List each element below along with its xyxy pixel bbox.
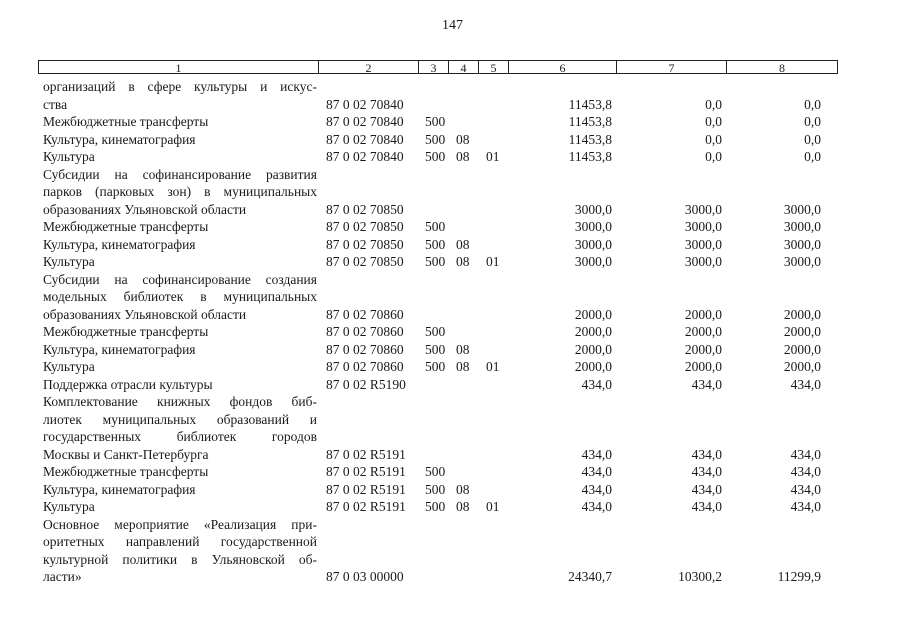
row-col-3: 500 xyxy=(425,341,446,357)
row-name-line: Межбюджетные трансферты xyxy=(43,219,209,234)
row-name-line: Субсидии на софинансирование создания xyxy=(43,271,317,287)
row-value-6: 434,0 xyxy=(581,464,612,479)
row-value-6: 2000,0 xyxy=(574,324,612,339)
row-col-4: 08 xyxy=(456,254,470,269)
row-value-8: 2000,0 xyxy=(783,306,821,322)
row-col-3: 500 xyxy=(425,359,446,374)
row-name xyxy=(43,463,317,481)
row-col-5: 01 xyxy=(486,254,500,269)
row-code: 87 0 02 R5191 xyxy=(326,481,406,497)
row-value-8: 0,0 xyxy=(804,114,821,129)
row-value-6: 3000,0 xyxy=(574,236,612,252)
row-name-line: Культура, кинематография xyxy=(43,131,196,147)
row-code: 87 0 02 70860 xyxy=(326,324,404,339)
row-value-7: 2000,0 xyxy=(684,324,722,339)
row-value-7: 0,0 xyxy=(705,96,722,112)
row-name xyxy=(43,516,317,586)
row-col-3: 500 xyxy=(425,114,446,129)
row-col-4: 08 xyxy=(456,359,470,374)
table-row xyxy=(0,271,905,324)
row-value-6: 24340,7 xyxy=(568,569,612,584)
row-col-4: 08 xyxy=(456,236,470,252)
row-col-3: 500 xyxy=(425,219,446,234)
row-value-6: 2000,0 xyxy=(574,359,612,374)
row-code: 87 0 02 70860 xyxy=(326,306,404,322)
row-value-7: 434,0 xyxy=(691,376,722,392)
row-value-8: 2000,0 xyxy=(783,324,821,339)
row-value-7: 434,0 xyxy=(691,499,722,514)
table-row xyxy=(0,236,905,254)
row-name-line: образованиях Ульяновской области xyxy=(43,306,247,322)
row-name-line: Межбюджетные трансферты xyxy=(43,114,209,129)
row-name xyxy=(43,358,317,376)
row-code: 87 0 02 R5191 xyxy=(326,499,406,514)
row-name-line: Культура, кинематография xyxy=(43,236,196,252)
row-name-line: Поддержка отрасли культуры xyxy=(43,376,213,392)
row-code: 87 0 02 70840 xyxy=(326,114,404,129)
table-row xyxy=(0,253,905,271)
row-value-7: 2000,0 xyxy=(684,306,722,322)
row-value-7: 0,0 xyxy=(705,114,722,129)
header-col-4: 4 xyxy=(448,60,478,74)
row-code: 87 0 02 70860 xyxy=(326,359,404,374)
row-code: 87 0 02 70850 xyxy=(326,201,404,217)
row-value-8: 3000,0 xyxy=(783,236,821,252)
row-name xyxy=(43,148,317,166)
row-value-8: 434,0 xyxy=(790,499,821,514)
row-name-line: лиотек муниципальных образований и xyxy=(43,411,317,427)
row-name-line: оритетных направлений государственной xyxy=(43,534,317,549)
row-value-6: 434,0 xyxy=(581,446,612,462)
row-name xyxy=(43,236,317,254)
row-name xyxy=(43,323,317,341)
row-name-line: ласти» xyxy=(43,569,82,584)
row-value-6: 434,0 xyxy=(581,481,612,497)
header-col-8: 8 xyxy=(726,60,838,74)
row-value-7: 10300,2 xyxy=(678,569,722,584)
table-row xyxy=(0,498,905,516)
row-name xyxy=(43,78,317,113)
row-name-line: Культура, кинематография xyxy=(43,481,196,497)
row-name xyxy=(43,131,317,149)
row-code: 87 0 02 70860 xyxy=(326,341,404,357)
row-value-8: 434,0 xyxy=(790,464,821,479)
row-name xyxy=(43,498,317,516)
row-value-8: 0,0 xyxy=(804,96,821,112)
row-value-6: 11453,8 xyxy=(568,114,612,129)
row-name xyxy=(43,271,317,324)
row-name xyxy=(43,113,317,131)
row-code: 87 0 02 R5191 xyxy=(326,446,406,462)
row-code: 87 0 03 00000 xyxy=(326,569,404,584)
table-row xyxy=(0,148,905,166)
row-value-8: 434,0 xyxy=(790,376,821,392)
row-name-line: Культура, кинематография xyxy=(43,341,196,357)
row-name-line: Культура xyxy=(43,499,95,514)
table-row xyxy=(0,358,905,376)
row-value-8: 3000,0 xyxy=(783,219,821,234)
row-value-7: 3000,0 xyxy=(684,201,722,217)
row-value-6: 2000,0 xyxy=(574,341,612,357)
table-row xyxy=(0,463,905,481)
row-value-8: 0,0 xyxy=(804,149,821,164)
table-row xyxy=(0,481,905,499)
row-code: 87 0 02 R5190 xyxy=(326,376,406,392)
row-name-line: парков (парковых зон) в муниципальных xyxy=(43,184,317,199)
row-value-6: 3000,0 xyxy=(574,254,612,269)
row-col-4: 08 xyxy=(456,131,470,147)
row-name xyxy=(43,393,317,463)
header-col-3: 3 xyxy=(418,60,448,74)
row-value-7: 0,0 xyxy=(705,131,722,147)
row-value-8: 434,0 xyxy=(790,481,821,497)
row-name-line: Москвы и Санкт-Петербурга xyxy=(43,446,209,462)
row-value-7: 434,0 xyxy=(691,481,722,497)
header-col-5: 5 xyxy=(478,60,508,74)
header-col-6: 6 xyxy=(508,60,616,74)
row-col-3: 500 xyxy=(425,481,446,497)
row-name xyxy=(43,341,317,359)
row-name-line: Культура xyxy=(43,149,95,164)
row-name-line: Субсидии на софинансирование развития xyxy=(43,166,317,182)
row-col-3: 500 xyxy=(425,324,446,339)
row-value-8: 2000,0 xyxy=(783,359,821,374)
row-name xyxy=(43,376,317,394)
row-value-6: 3000,0 xyxy=(574,219,612,234)
row-value-7: 2000,0 xyxy=(684,359,722,374)
row-name-line: Межбюджетные трансферты xyxy=(43,464,209,479)
row-value-6: 3000,0 xyxy=(574,201,612,217)
row-code: 87 0 02 70850 xyxy=(326,236,404,252)
row-name-line: государственных библиотек городов xyxy=(43,429,317,444)
row-col-3: 500 xyxy=(425,236,446,252)
header-col-7: 7 xyxy=(616,60,726,74)
row-name xyxy=(43,218,317,236)
row-code: 87 0 02 70850 xyxy=(326,219,404,234)
header-col-2: 2 xyxy=(318,60,418,74)
row-name-line: Культура xyxy=(43,359,95,374)
row-name-line: Комплектование книжных фондов биб- xyxy=(43,394,317,409)
row-name-line: Межбюджетные трансферты xyxy=(43,324,209,339)
row-value-6: 11453,8 xyxy=(568,149,612,164)
row-value-6: 434,0 xyxy=(581,376,612,392)
row-value-8: 2000,0 xyxy=(783,341,821,357)
row-name xyxy=(43,253,317,271)
row-value-7: 2000,0 xyxy=(684,341,722,357)
table-row xyxy=(0,131,905,149)
row-value-7: 434,0 xyxy=(691,464,722,479)
table-body xyxy=(0,78,905,586)
row-value-7: 0,0 xyxy=(705,149,722,164)
row-name-line: организаций в сфере культуры и искус- xyxy=(43,79,317,94)
row-code: 87 0 02 R5191 xyxy=(326,464,406,479)
row-col-4: 08 xyxy=(456,149,470,164)
row-name-line: Основное мероприятие «Реализация при- xyxy=(43,516,317,532)
row-code: 87 0 02 70840 xyxy=(326,149,404,164)
row-value-7: 434,0 xyxy=(691,446,722,462)
row-col-3: 500 xyxy=(425,499,446,514)
row-value-6: 11453,8 xyxy=(568,96,612,112)
row-value-8: 0,0 xyxy=(804,131,821,147)
row-name-line: культурной политики в Ульяновской об- xyxy=(43,551,317,567)
row-value-8: 3000,0 xyxy=(783,201,821,217)
row-name-line: образованиях Ульяновской области xyxy=(43,201,247,217)
table-row xyxy=(0,376,905,394)
table-row xyxy=(0,113,905,131)
row-value-6: 434,0 xyxy=(581,499,612,514)
row-col-5: 01 xyxy=(486,499,500,514)
row-value-6: 11453,8 xyxy=(568,131,612,147)
row-name xyxy=(43,166,317,219)
row-col-3: 500 xyxy=(425,131,446,147)
header-col-1: 1 xyxy=(38,60,318,74)
row-value-6: 2000,0 xyxy=(574,306,612,322)
row-col-5: 01 xyxy=(486,149,500,164)
row-value-7: 3000,0 xyxy=(684,219,722,234)
row-value-8: 434,0 xyxy=(790,446,821,462)
row-value-7: 3000,0 xyxy=(684,236,722,252)
row-name-line: модельных библиотек в муниципальных xyxy=(43,289,317,304)
table-row xyxy=(0,166,905,219)
page-number: 147 xyxy=(442,18,463,33)
row-col-3: 500 xyxy=(425,254,446,269)
row-col-4: 08 xyxy=(456,481,470,497)
row-code: 87 0 02 70840 xyxy=(326,96,404,112)
table-row xyxy=(0,393,905,463)
row-col-4: 08 xyxy=(456,341,470,357)
row-value-8: 11299,9 xyxy=(777,569,821,584)
row-code: 87 0 02 70840 xyxy=(326,131,404,147)
row-col-4: 08 xyxy=(456,499,470,514)
table-row xyxy=(0,218,905,236)
row-name-line: Культура xyxy=(43,254,95,269)
row-col-3: 500 xyxy=(425,464,446,479)
row-code: 87 0 02 70850 xyxy=(326,254,404,269)
table-row xyxy=(0,323,905,341)
row-name-line: ства xyxy=(43,96,68,112)
row-col-3: 500 xyxy=(425,149,446,164)
row-value-7: 3000,0 xyxy=(684,254,722,269)
table-row xyxy=(0,78,905,113)
row-value-8: 3000,0 xyxy=(783,254,821,269)
table-row xyxy=(0,516,905,586)
row-name xyxy=(43,481,317,499)
row-col-5: 01 xyxy=(486,359,500,374)
table-row xyxy=(0,341,905,359)
